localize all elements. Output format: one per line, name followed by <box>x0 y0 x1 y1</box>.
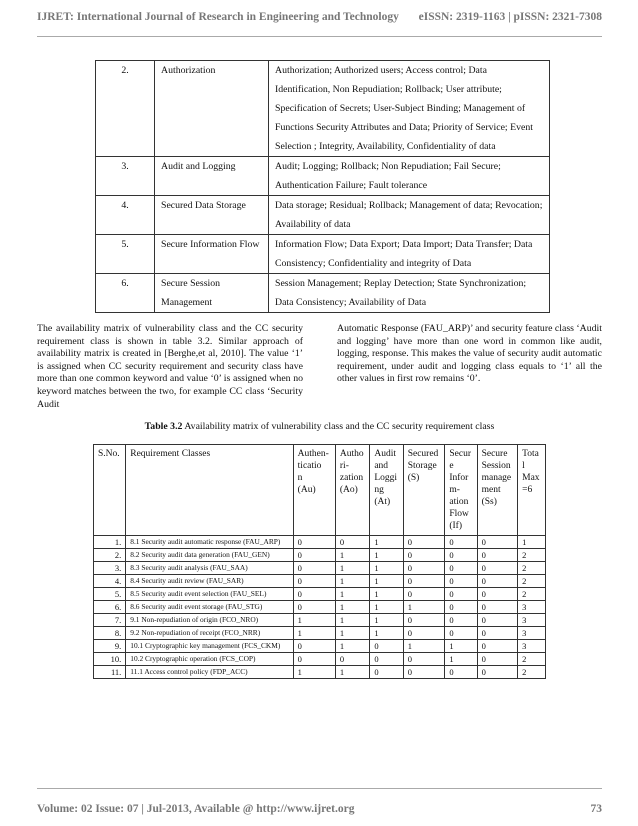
value-cell: 1 <box>370 562 403 575</box>
requirement-class-cell: 11.1 Access control policy (FDP_ACC) <box>126 666 293 679</box>
column-header: Autho ri- zation (Ao) <box>335 445 369 536</box>
value-cell: 0 <box>370 666 403 679</box>
value-cell: 2 <box>518 653 546 666</box>
table-row <box>94 627 546 640</box>
column-header: Audit and Loggi ng (At) <box>370 445 403 536</box>
value-cell: 0 <box>477 588 518 601</box>
table-row <box>94 549 546 562</box>
table-row <box>94 536 546 549</box>
table-row <box>94 588 546 601</box>
value-cell: 0 <box>477 562 518 575</box>
value-cell: 0 <box>293 562 335 575</box>
table-row <box>94 601 546 614</box>
table-row <box>94 653 546 666</box>
requirement-class-cell: 9.2 Non-repudiation of receipt (FCO_NRR) <box>126 627 293 640</box>
table-row <box>96 196 550 235</box>
footer-volume: Volume: 02 Issue: 07 | Jul-2013, Available @ http://www.ijret.org <box>37 803 355 815</box>
serial-number-cell: 4. <box>94 575 126 588</box>
requirement-class-cell: 8.6 Security audit event storage (FAU_STG) <box>126 601 293 614</box>
column-header: Secured Storage (S) <box>403 445 445 536</box>
table-caption-text: Availability matrix of vulnerability class and the CC security requirement class <box>182 421 495 432</box>
requirement-class-cell: 9.1 Non-repudiation of origin (FCO_NRO) <box>126 614 293 627</box>
value-cell: 1 <box>335 562 369 575</box>
serial-number-cell: 7. <box>94 614 126 627</box>
issn: eISSN: 2319-1163 | pISSN: 2321-7308 <box>418 11 602 23</box>
column-header: Secur e Infor m- ation Flow (If) <box>445 445 477 536</box>
value-cell: 0 <box>403 575 445 588</box>
value-cell: 1 <box>335 614 369 627</box>
value-cell: 0 <box>445 627 477 640</box>
table-row <box>94 575 546 588</box>
value-cell: 0 <box>403 549 445 562</box>
value-cell: 1 <box>293 614 335 627</box>
value-cell: 1 <box>370 588 403 601</box>
keywords-cell: Audit; Logging; Rollback; Non Repudiation; Fail Secure; Authentication Failure; Fault tolerance <box>269 157 550 196</box>
value-cell: 0 <box>445 562 477 575</box>
serial-number-cell: 10. <box>94 653 126 666</box>
value-cell: 1 <box>335 588 369 601</box>
value-cell: 0 <box>370 640 403 653</box>
value-cell: 1 <box>370 575 403 588</box>
keywords-cell: Data storage; Residual; Rollback; Management of data; Revocation; Availability of data <box>269 196 550 235</box>
keywords-cell: Information Flow; Data Export; Data Import; Data Transfer; Data Consistency; Confidentiality and integrity of Data <box>269 235 550 274</box>
body-text-left: The availability matrix of vulnerability class and the CC security requirement class is shown in table 3.2. Similar approach of availability matrix is created in [Berghe,et al, 2010]. The value ‘1’ is assigned when CC security requirement and security class have more than one common keyword and value ‘0’ is assigned when no keyword matches between the two, for example CC class ‘Security Audit <box>37 323 303 410</box>
value-cell: 0 <box>403 627 445 640</box>
value-cell: 0 <box>293 536 335 549</box>
value-cell: 0 <box>477 666 518 679</box>
requirement-class-cell: 8.2 Security audit data generation (FAU_GEN) <box>126 549 293 562</box>
value-cell: 2 <box>518 575 546 588</box>
table-row <box>94 640 546 653</box>
requirement-class-cell: 10.1 Cryptographic key management (FCS_CKM) <box>126 640 293 653</box>
requirement-class-cell: 8.3 Security audit analysis (FAU_SAA) <box>126 562 293 575</box>
category-cell: Secure Information Flow <box>155 235 269 274</box>
value-cell: 0 <box>293 549 335 562</box>
column-header: Secure Session manage ment (Ss) <box>477 445 518 536</box>
value-cell: 0 <box>293 575 335 588</box>
body-text-right: Automatic Response (FAU_ARP)’ and security feature class ‘Audit and logging’ have more than one word in common like audit, logging, response. This makes the value of security audit automatic requirement, under audit and logging class equals to ‘1’ all the other values in first row remains ‘0’. <box>337 323 602 385</box>
table-row <box>94 614 546 627</box>
value-cell: 1 <box>403 640 445 653</box>
column-header: Requirement Classes <box>126 445 293 536</box>
value-cell: 1 <box>293 627 335 640</box>
row-number: 5. <box>96 235 155 274</box>
value-cell: 0 <box>335 653 369 666</box>
value-cell: 0 <box>445 536 477 549</box>
column-header: Tota l Max =6 <box>518 445 546 536</box>
table-caption-label: Table 3.2 <box>144 421 183 432</box>
value-cell: 0 <box>445 614 477 627</box>
value-cell: 0 <box>403 588 445 601</box>
value-cell: 1 <box>403 601 445 614</box>
serial-number-cell: 1. <box>94 536 126 549</box>
serial-number-cell: 2. <box>94 549 126 562</box>
value-cell: 0 <box>477 575 518 588</box>
value-cell: 3 <box>518 614 546 627</box>
value-cell: 0 <box>403 536 445 549</box>
value-cell: 1 <box>335 601 369 614</box>
value-cell: 2 <box>518 588 546 601</box>
table-caption <box>37 421 602 432</box>
category-cell: Authorization <box>155 61 269 157</box>
security-class-keyword-table <box>95 60 550 313</box>
value-cell: 0 <box>445 588 477 601</box>
keywords-cell: Authorization; Authorized users; Access control; Data Identification, Non Repudiation; Rollback; User attribute; Specification of Secrets; User-Subject Binding; Management of Functions Security Attributes and Data; Priority of Service; Event Selection ; Integrity, Availability, Confidentiality of data <box>269 61 550 157</box>
row-number: 2. <box>96 61 155 157</box>
value-cell: 1 <box>370 614 403 627</box>
page-footer <box>37 803 602 815</box>
row-number: 6. <box>96 274 155 313</box>
value-cell: 0 <box>477 536 518 549</box>
value-cell: 1 <box>445 653 477 666</box>
serial-number-cell: 9. <box>94 640 126 653</box>
value-cell: 0 <box>403 653 445 666</box>
requirement-class-cell: 8.4 Security audit review (FAU_SAR) <box>126 575 293 588</box>
table-row <box>96 157 550 196</box>
value-cell: 1 <box>518 536 546 549</box>
value-cell: 0 <box>293 601 335 614</box>
value-cell: 0 <box>445 575 477 588</box>
column-header: Authen- ticatio n (Au) <box>293 445 335 536</box>
value-cell: 3 <box>518 640 546 653</box>
requirement-class-cell: 8.1 Security audit automatic response (FAU_ARP) <box>126 536 293 549</box>
value-cell: 1 <box>335 640 369 653</box>
value-cell: 0 <box>445 549 477 562</box>
value-cell: 1 <box>370 601 403 614</box>
value-cell: 0 <box>403 614 445 627</box>
serial-number-cell: 8. <box>94 627 126 640</box>
value-cell: 2 <box>518 549 546 562</box>
header-rule <box>37 36 602 37</box>
keywords-cell: Session Management; Replay Detection; State Synchronization; Data Consistency; Availability of Data <box>269 274 550 313</box>
value-cell: 0 <box>477 614 518 627</box>
row-number: 4. <box>96 196 155 235</box>
serial-number-cell: 3. <box>94 562 126 575</box>
serial-number-cell: 6. <box>94 601 126 614</box>
value-cell: 0 <box>477 549 518 562</box>
value-cell: 2 <box>518 666 546 679</box>
value-cell: 0 <box>445 601 477 614</box>
journal-title: IJRET: International Journal of Research in Engineering and Technology <box>37 11 399 23</box>
serial-number-cell: 11. <box>94 666 126 679</box>
value-cell: 1 <box>335 627 369 640</box>
requirement-class-cell: 8.5 Security audit event selection (FAU_SEL) <box>126 588 293 601</box>
value-cell: 0 <box>477 653 518 666</box>
value-cell: 1 <box>335 666 369 679</box>
value-cell: 0 <box>445 666 477 679</box>
page-number: 73 <box>590 803 602 815</box>
table-row <box>96 61 550 157</box>
table-row <box>96 235 550 274</box>
table-row <box>94 666 546 679</box>
value-cell: 3 <box>518 601 546 614</box>
value-cell: 1 <box>335 549 369 562</box>
value-cell: 1 <box>370 536 403 549</box>
value-cell: 3 <box>518 627 546 640</box>
value-cell: 2 <box>518 562 546 575</box>
value-cell: 0 <box>477 640 518 653</box>
value-cell: 0 <box>293 653 335 666</box>
requirement-class-cell: 10.2 Cryptographic operation (FCS_COP) <box>126 653 293 666</box>
value-cell: 1 <box>445 640 477 653</box>
value-cell: 0 <box>335 536 369 549</box>
row-number: 3. <box>96 157 155 196</box>
category-cell: Audit and Logging <box>155 157 269 196</box>
value-cell: 1 <box>370 627 403 640</box>
value-cell: 1 <box>335 575 369 588</box>
column-header: S.No. <box>94 445 126 536</box>
value-cell: 0 <box>477 627 518 640</box>
value-cell: 0 <box>370 653 403 666</box>
value-cell: 1 <box>370 549 403 562</box>
category-cell: Secure Session Management <box>155 274 269 313</box>
value-cell: 0 <box>293 640 335 653</box>
footer-rule <box>37 788 602 789</box>
availability-matrix-table <box>93 444 546 679</box>
value-cell: 1 <box>293 666 335 679</box>
value-cell: 0 <box>293 588 335 601</box>
value-cell: 0 <box>403 666 445 679</box>
value-cell: 0 <box>403 562 445 575</box>
table-row <box>96 274 550 313</box>
value-cell: 0 <box>477 601 518 614</box>
category-cell: Secured Data Storage <box>155 196 269 235</box>
table-row <box>94 562 546 575</box>
serial-number-cell: 5. <box>94 588 126 601</box>
